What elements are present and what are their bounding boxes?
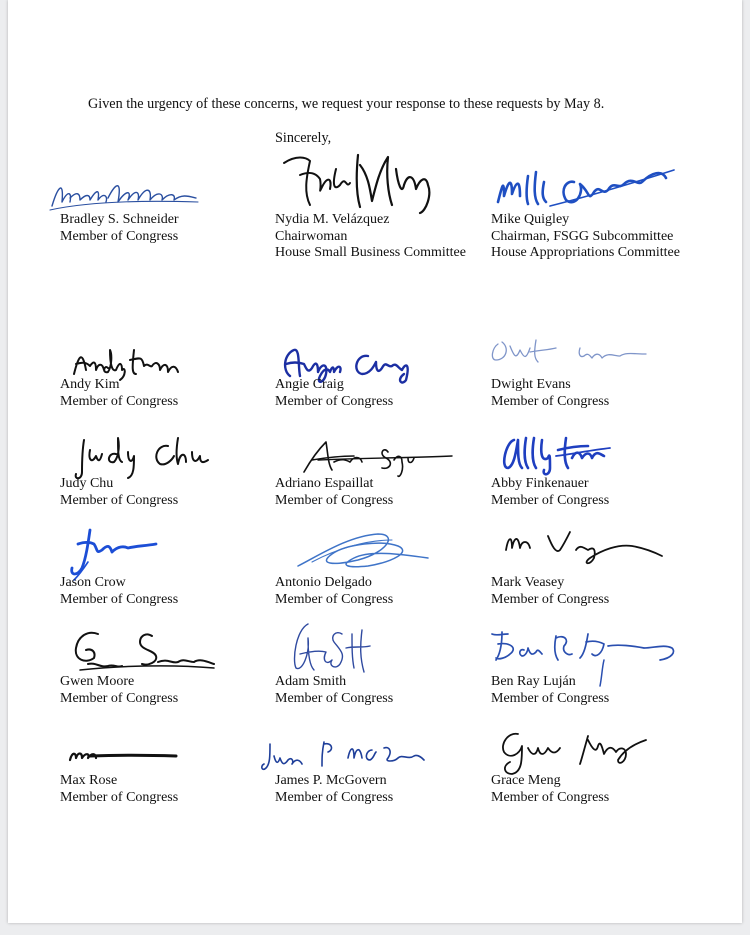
signer-block [491, 575, 706, 608]
signer-block [275, 674, 490, 707]
signer-block [491, 212, 706, 262]
signature-meng [492, 726, 652, 778]
signature-mcgovern [258, 738, 428, 778]
signature-velazquez [276, 145, 446, 220]
signature-smith [282, 620, 392, 680]
signer-name: Adriano Espaillat [275, 476, 374, 491]
signer-title: Member of Congress [275, 393, 394, 409]
signer-name: Antonio Delgado [275, 575, 372, 590]
signature-veasey [498, 526, 668, 574]
sincerely-closing: Sincerely, [275, 130, 332, 146]
signer-name: Grace Meng [491, 773, 561, 788]
signer-block [275, 773, 490, 806]
signer-block [60, 377, 275, 410]
signer-title: Member of Congress [491, 789, 610, 805]
signer-name: Max Rose [60, 773, 118, 788]
signer-name: Abby Finkenauer [491, 476, 589, 491]
signer-name: Angie Craig [275, 377, 344, 392]
signer-title: Member of Congress [60, 591, 179, 607]
signer-name: Gwen Moore [60, 674, 135, 689]
signer-title: Member of Congress [60, 228, 179, 244]
signer-title: Member of Congress [275, 789, 394, 805]
signature-moore [68, 624, 218, 678]
signer-name: Nydia M. Velázquez [275, 212, 390, 227]
signer-title: Member of Congress [275, 591, 394, 607]
signer-title: Member of Congress [60, 690, 179, 706]
signer-block [275, 575, 490, 608]
signer-name: Bradley S. Schneider [60, 212, 179, 227]
signature-delgado [288, 526, 438, 576]
signer-name: Jason Crow [60, 575, 126, 590]
signer-title: Member of Congress [60, 393, 179, 409]
signer-block [491, 377, 706, 410]
signer-name: Judy Chu [60, 476, 114, 491]
letter-page [8, 0, 742, 923]
signature-espaillat [298, 432, 458, 482]
signer-block [60, 773, 275, 806]
signer-title: House Small Business Committee [275, 245, 466, 260]
signer-title: Chairman, FSGG Subcommittee [491, 228, 674, 244]
signer-title: Member of Congress [60, 789, 179, 805]
signer-block [60, 476, 275, 509]
signer-block [60, 674, 275, 707]
signer-name: Adam Smith [275, 674, 347, 689]
signer-block [275, 212, 490, 262]
signature-finkenauer [496, 428, 616, 480]
signature-quigley [490, 162, 680, 214]
signer-name: James P. McGovern [275, 773, 387, 788]
signer-name: Dwight Evans [491, 377, 571, 392]
signature-schneider [46, 172, 206, 216]
closing-paragraph: Given the urgency of these concerns, we request your response to these requests by May 8. [88, 96, 605, 112]
signer-block [60, 575, 275, 608]
signer-title: Member of Congress [491, 492, 610, 508]
signer-block [60, 212, 275, 245]
signature-rose [66, 744, 181, 766]
signer-name: Andy Kim [60, 377, 120, 392]
signer-title: Member of Congress [491, 690, 610, 706]
signer-block [491, 476, 706, 509]
signature-evans [484, 334, 654, 374]
signer-title: Member of Congress [275, 690, 394, 706]
signer-name: Mark Veasey [491, 575, 565, 590]
signer-block [491, 674, 706, 707]
signer-block [491, 773, 706, 806]
signer-title: Member of Congress [275, 492, 394, 508]
signer-title: Member of Congress [491, 591, 610, 607]
signer-block [275, 476, 490, 509]
signer-name: Mike Quigley [491, 212, 570, 227]
signer-title: Chairwoman [275, 228, 348, 244]
signer-name: Ben Ray Luján [491, 674, 576, 689]
signer-title: House Appropriations Committee [491, 245, 680, 260]
signer-block [275, 377, 490, 410]
signer-title: Member of Congress [60, 492, 179, 508]
signer-title: Member of Congress [491, 393, 610, 409]
